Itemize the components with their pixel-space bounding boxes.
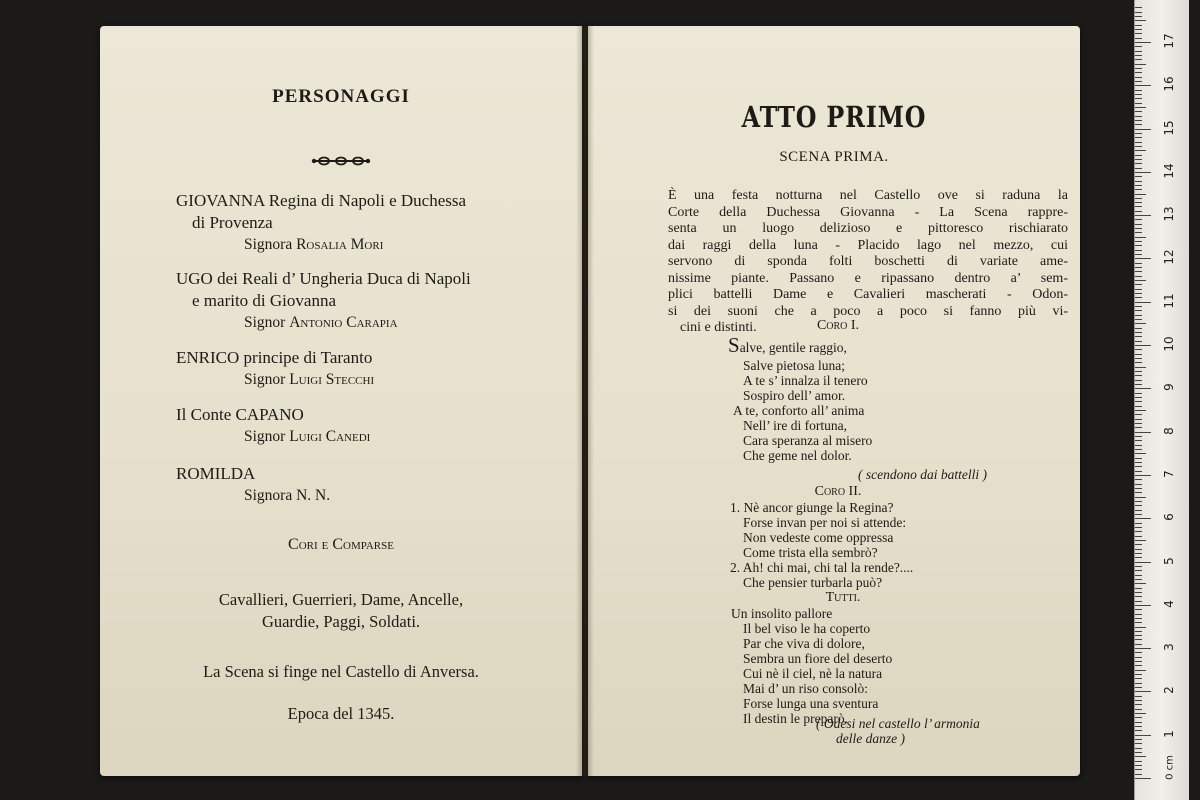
ruler-tick	[1135, 709, 1142, 710]
ruler-tick	[1135, 518, 1151, 519]
verse-line: Salve pietosa luna;	[743, 358, 845, 373]
verse-line: Un insolito pallore	[731, 606, 833, 621]
ruler-tick	[1135, 289, 1142, 290]
ruler-number: 13	[1162, 206, 1176, 222]
ruler-number: 17	[1162, 33, 1176, 49]
verse-line: A te, conforto all’ anima	[733, 403, 865, 418]
ruler-tick	[1135, 328, 1142, 329]
ruler-tick	[1135, 185, 1142, 186]
ruler-tick	[1135, 367, 1146, 368]
ruler-tick	[1135, 72, 1142, 73]
ruler-tick	[1135, 124, 1142, 125]
ruler-tick	[1135, 544, 1142, 545]
ruler-tick	[1135, 358, 1142, 359]
verse-line: Forse invan per noi si attende:	[743, 515, 907, 530]
ruler-tick	[1135, 445, 1142, 446]
tutti-heading: Tutti.	[825, 590, 861, 605]
ruler-tick	[1135, 7, 1142, 8]
right-page	[588, 26, 1080, 776]
ruler-tick	[1135, 345, 1151, 346]
ruler-tick	[1135, 769, 1142, 770]
ruler-number: 12	[1162, 249, 1176, 266]
ruler-tick	[1135, 38, 1142, 39]
ruler-tick	[1135, 761, 1142, 762]
ruler-tick	[1135, 488, 1142, 489]
verse-line: Sembra un fiore del deserto	[743, 651, 893, 666]
ruler-tick	[1135, 354, 1142, 355]
ruler-tick	[1135, 406, 1142, 407]
ruler-tick	[1135, 449, 1142, 450]
left-page	[100, 26, 582, 776]
ruler-number: 4	[1162, 599, 1176, 608]
ruler-tick	[1135, 575, 1142, 576]
ruler-tick	[1135, 432, 1151, 433]
ruler-tick	[1135, 297, 1142, 298]
ruler-tick	[1135, 120, 1142, 121]
ruler-tick	[1135, 397, 1142, 398]
ruler-number: 10	[1162, 336, 1176, 352]
ruler-tick	[1135, 674, 1142, 675]
ruler-tick	[1135, 85, 1151, 86]
ruler-tick	[1135, 687, 1142, 688]
ruler-tick	[1135, 254, 1142, 255]
verse-line: Che geme nel dolor.	[743, 448, 852, 463]
verse-line: Par che viva di dolore,	[743, 636, 865, 651]
verse-line: Come trista ella sembrò?	[743, 545, 878, 560]
ruler-tick	[1135, 579, 1142, 580]
ruler-tick	[1135, 33, 1142, 34]
ruler-tick	[1135, 211, 1142, 212]
ruler-tick	[1135, 189, 1142, 190]
ruler-tick	[1135, 302, 1151, 303]
ruler-tick	[1135, 631, 1142, 632]
ruler-tick	[1135, 29, 1142, 30]
measuring-ruler	[1134, 0, 1189, 800]
ruler-tick	[1135, 181, 1142, 182]
act-title: ATTO PRIMO	[741, 100, 927, 134]
ruler-tick	[1135, 150, 1146, 151]
ruler-tick	[1135, 250, 1142, 251]
ruler-tick	[1135, 163, 1142, 164]
ruler-tick	[1135, 614, 1142, 615]
ruler-tick	[1135, 267, 1142, 268]
ruler-tick	[1135, 713, 1146, 714]
ruler-tick	[1135, 609, 1142, 610]
ruler-tick	[1135, 137, 1142, 138]
ruler-tick	[1135, 458, 1142, 459]
ruler-tick	[1135, 536, 1142, 537]
ruler-tick	[1135, 510, 1142, 511]
scena-location: La Scena si finge nel Castello di Anversa.	[203, 662, 479, 681]
ruler-tick	[1135, 683, 1142, 684]
ruler-tick	[1135, 492, 1142, 493]
ruler-tick	[1135, 103, 1142, 104]
character-enrico: ENRICO principe di Taranto Signor Luigi Stecchi	[176, 348, 375, 388]
ruler-tick	[1135, 284, 1142, 285]
scene-description: È una festa notturna nel Castello ove si raduna la Corte della Duchessa Giovanna - La Scena rappre- senta un luogo delizioso e pittoresco rischiarato dai raggi della luna - Placido lago nel mezzo, cui servono di sponda folti boschetti di variate ame- nissime piante. Passano e ripassano dentro a’ sem- plici battelli Dame e Cavalieri mascherati - Odon- si dei suoni che a poco a poco si fanno più vi- cini e distinti.	[668, 188, 1068, 335]
ruler-tick	[1135, 59, 1142, 60]
character-romilda: ROMILDA Signora N. N.	[176, 464, 331, 504]
ruler-tick	[1135, 280, 1146, 281]
epoca: Epoca del 1345.	[287, 704, 395, 723]
ruler-tick	[1135, 596, 1142, 597]
ruler-tick	[1135, 237, 1146, 238]
ruler-tick	[1135, 336, 1142, 337]
comparse-line-1: Cavallieri, Guerrieri, Dame, Ancelle,	[218, 590, 464, 609]
ruler-tick	[1135, 639, 1142, 640]
ruler-tick	[1135, 592, 1142, 593]
ruler-tick	[1135, 696, 1142, 697]
ruler-tick	[1135, 258, 1151, 259]
ruler-tick	[1135, 484, 1142, 485]
ruler-tick	[1135, 471, 1142, 472]
ruler-tick	[1135, 42, 1151, 43]
scene-title: SCENA PRIMA.	[779, 149, 889, 165]
ruler-tick	[1135, 219, 1142, 220]
ruler-tick	[1135, 618, 1142, 619]
ruler-tick	[1135, 341, 1142, 342]
ruler-tick	[1135, 635, 1142, 636]
ruler-tick	[1135, 81, 1142, 82]
ruler-tick	[1135, 319, 1142, 320]
verse-line: Forse lunga una sventura	[743, 696, 879, 711]
ruler-tick	[1135, 393, 1142, 394]
ruler-tick	[1135, 588, 1142, 589]
ruler-tick	[1135, 16, 1142, 17]
book-gutter	[576, 26, 594, 776]
ruler-tick	[1135, 90, 1142, 91]
ruler-tick	[1135, 523, 1142, 524]
ruler-tick	[1135, 570, 1142, 571]
ruler-tick	[1135, 704, 1142, 705]
ruler-tick	[1135, 479, 1142, 480]
verse-line: 2. Ah! chi mai, chi tal la rende?....	[730, 560, 914, 575]
ruler-tick	[1135, 168, 1142, 169]
ruler-tick	[1135, 557, 1142, 558]
ruler-tick	[1135, 778, 1151, 779]
ruler-tick	[1135, 549, 1142, 550]
ruler-tick	[1135, 527, 1142, 528]
ruler-tick	[1135, 155, 1142, 156]
ruler-tick	[1135, 51, 1142, 52]
ruler-tick	[1135, 497, 1146, 498]
ruler-tick	[1135, 293, 1142, 294]
ruler-tick	[1135, 315, 1142, 316]
ruler-tick	[1135, 566, 1142, 567]
ruler-tick	[1135, 206, 1142, 207]
ruler-tick	[1135, 111, 1142, 112]
ruler-tick	[1135, 64, 1146, 65]
ruler-tick	[1135, 717, 1142, 718]
ruler-number: 6	[1162, 513, 1176, 522]
ruler-tick	[1135, 116, 1142, 117]
ruler-tick	[1135, 133, 1142, 134]
ruler-number: 2	[1162, 686, 1176, 695]
verse-line: Non vedeste come oppressa	[743, 530, 894, 545]
character-giovanna: GIOVANNA Regina di Napoli e Duchessa di Provenza Signora Rosalia Mori	[176, 191, 467, 253]
ruler-number: 16	[1162, 76, 1176, 92]
ruler-tick	[1135, 98, 1142, 99]
coro-1-heading: Coro I.	[816, 318, 860, 333]
ornament-icon	[311, 154, 371, 168]
ruler-tick	[1135, 427, 1142, 428]
ruler-tick	[1135, 661, 1142, 662]
ruler-tick	[1135, 670, 1146, 671]
ruler-tick	[1135, 774, 1142, 775]
ruler-unit-label: 0 cm	[1164, 755, 1176, 780]
ruler-tick	[1135, 46, 1142, 47]
ruler-tick	[1135, 756, 1146, 757]
ruler-tick	[1135, 419, 1142, 420]
ruler-number: 14	[1162, 163, 1176, 179]
ruler-number: 7	[1162, 470, 1176, 478]
ruler-tick	[1135, 562, 1151, 563]
verse-line: Cui nè il ciel, nè la natura	[743, 666, 883, 681]
ruler-tick	[1135, 423, 1142, 424]
ruler-tick	[1135, 388, 1151, 389]
ruler-tick	[1135, 514, 1142, 515]
ruler-tick	[1135, 276, 1142, 277]
ruler-tick	[1135, 142, 1142, 143]
ruler-tick	[1135, 644, 1142, 645]
ruler-tick	[1135, 678, 1142, 679]
ruler-tick	[1135, 77, 1142, 78]
ruler-tick	[1135, 349, 1142, 350]
ruler-tick	[1135, 501, 1142, 502]
ruler-tick	[1135, 652, 1142, 653]
ruler-tick	[1135, 462, 1142, 463]
ruler-number: 1	[1162, 729, 1176, 738]
ruler-tick	[1135, 380, 1142, 381]
verse-line: Mai d’ un riso consolò:	[743, 681, 868, 696]
ruler-tick	[1135, 700, 1142, 701]
ruler-tick	[1135, 228, 1142, 229]
ruler-tick	[1135, 743, 1142, 744]
ruler-tick	[1135, 765, 1142, 766]
ruler-tick	[1135, 605, 1151, 606]
verse-line: Sospiro dell’ amor.	[743, 388, 846, 403]
ruler-tick	[1135, 176, 1142, 177]
ruler-tick	[1135, 194, 1146, 195]
verse-line: Cara speranza al misero	[743, 433, 873, 448]
ruler-tick	[1135, 332, 1142, 333]
stage-direction: ( Odesi nel castello l’ armonia	[816, 716, 980, 731]
ruler-tick	[1135, 453, 1146, 454]
ruler-tick	[1135, 232, 1142, 233]
ruler-tick	[1135, 691, 1151, 692]
ruler-tick	[1135, 384, 1142, 385]
ruler-tick	[1135, 224, 1142, 225]
ruler-tick	[1135, 475, 1151, 476]
stage-direction: delle danze )	[836, 731, 905, 746]
ruler-tick	[1135, 94, 1142, 95]
ruler-number: 5	[1162, 556, 1176, 565]
verse-line: Che pensier turbarla può?	[743, 575, 883, 590]
ruler-tick	[1135, 627, 1146, 628]
ruler-tick	[1135, 622, 1142, 623]
ruler-number: 8	[1162, 426, 1176, 435]
ruler-tick	[1135, 583, 1146, 584]
coro-2-heading: Coro II.	[814, 484, 862, 499]
ruler-tick	[1135, 648, 1151, 649]
ruler-tick	[1135, 401, 1142, 402]
ruler-tick	[1135, 730, 1142, 731]
ruler-tick	[1135, 172, 1151, 173]
ruler-tick	[1135, 245, 1142, 246]
ruler-tick	[1135, 263, 1142, 264]
ruler-tick	[1135, 553, 1142, 554]
ruler-tick	[1135, 129, 1151, 130]
ruler-tick	[1135, 505, 1142, 506]
ruler-tick	[1135, 159, 1142, 160]
verse-line: Salve, gentile raggio,	[728, 333, 847, 357]
ruler-tick	[1135, 739, 1142, 740]
ruler-tick	[1135, 306, 1142, 307]
ruler-tick	[1135, 410, 1146, 411]
ruler-tick	[1135, 722, 1142, 723]
personaggi-title: PERSONAGGI	[272, 86, 410, 107]
verse-line: Nell’ ire di fortuna,	[743, 418, 847, 433]
ruler-tick	[1135, 198, 1142, 199]
ruler-tick	[1135, 25, 1142, 26]
verse-line: Il bel viso le ha coperto	[743, 621, 871, 636]
stage-direction: ( scendono dai battelli )	[858, 467, 987, 482]
ruler-tick	[1135, 665, 1142, 666]
ruler-tick	[1135, 271, 1142, 272]
ruler-number: 15	[1162, 119, 1176, 136]
ruler-tick	[1135, 375, 1142, 376]
ruler-tick	[1135, 748, 1142, 749]
ruler-tick	[1135, 146, 1142, 147]
ruler-tick	[1135, 12, 1142, 13]
ruler-tick	[1135, 752, 1142, 753]
ruler-tick	[1135, 726, 1142, 727]
ruler-number: 3	[1162, 643, 1176, 651]
ruler-number: 11	[1162, 293, 1176, 309]
ruler-tick	[1135, 310, 1142, 311]
ruler-tick	[1135, 215, 1151, 216]
character-capano: Il Conte CAPANO Signor Luigi Canedi	[176, 405, 371, 445]
verse-line: Il destin le preparò.	[743, 711, 848, 726]
verse-line: A te s’ innalza il tenero	[743, 373, 868, 388]
character-ugo: UGO dei Reali d’ Ungheria Duca di Napoli e marito di Giovanna Signor Antonio Carapia	[176, 269, 471, 331]
ruler-tick	[1135, 68, 1142, 69]
ruler-tick	[1135, 540, 1146, 541]
ruler-tick	[1135, 601, 1142, 602]
ruler-tick	[1135, 202, 1142, 203]
ruler-tick	[1135, 20, 1146, 21]
ruler-tick	[1135, 657, 1142, 658]
cori-heading: Cori e Comparse	[288, 536, 394, 553]
ruler-tick	[1135, 414, 1142, 415]
ruler-tick	[1135, 107, 1146, 108]
ruler-tick	[1135, 531, 1142, 532]
ruler-tick	[1135, 241, 1142, 242]
ruler-tick	[1135, 362, 1142, 363]
comparse-line-2: Guardie, Paggi, Soldati.	[261, 612, 421, 631]
verse-line: 1. Nè ancor giunge la Regina?	[730, 500, 894, 515]
ruler-number: 9	[1162, 383, 1176, 392]
ruler-tick	[1135, 466, 1142, 467]
ruler-tick	[1135, 735, 1151, 736]
ruler-tick	[1135, 371, 1142, 372]
ruler-tick	[1135, 440, 1142, 441]
ruler-tick	[1135, 436, 1142, 437]
ruler-tick	[1135, 55, 1142, 56]
ruler-tick	[1135, 323, 1146, 324]
